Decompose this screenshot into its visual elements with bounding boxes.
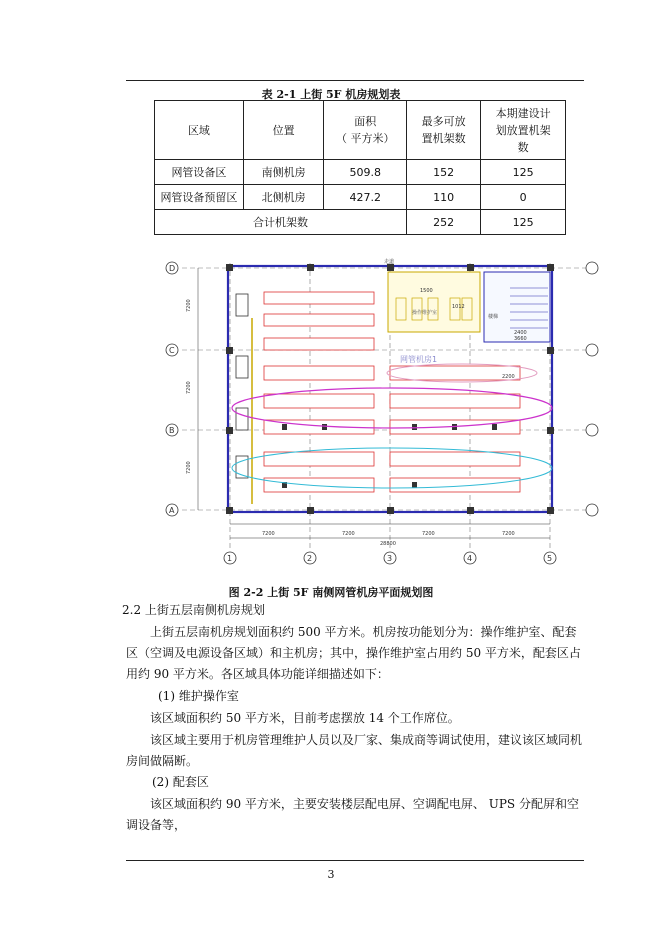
table-cell: 网管设备区 xyxy=(155,160,244,185)
table-total-row xyxy=(155,210,566,235)
total-label: 合计机架数 xyxy=(155,210,407,235)
span-dim: 7200 xyxy=(422,531,435,537)
list-item-title: (2) 配套区 xyxy=(152,775,209,789)
list-item-title: (1) 维护操作室 xyxy=(158,689,239,703)
row-dim: 7200 xyxy=(186,461,192,474)
table-row xyxy=(155,160,566,185)
span-dim: 7200 xyxy=(342,531,355,537)
header-planned-racks: 本期建设计 划放置机架 数 xyxy=(481,101,566,160)
table-cell: 0 xyxy=(481,185,566,210)
table-cell: 北侧机房 xyxy=(243,185,324,210)
total-max: 252 xyxy=(407,210,481,235)
dim-label: 1012 xyxy=(452,304,465,310)
table-header-row xyxy=(155,101,566,160)
table-cell: 110 xyxy=(407,185,481,210)
table-cell: 152 xyxy=(407,160,481,185)
axis-label-1: 1 xyxy=(227,554,233,563)
table-cell: 南侧机房 xyxy=(243,160,324,185)
table-caption: 表 2-1 上街 5F 机房规划表 xyxy=(261,88,401,101)
axis-label-2: 2 xyxy=(307,554,313,563)
section-heading: 2.2 上街五层南侧机房规划 xyxy=(122,603,265,617)
footer-rule xyxy=(126,860,584,861)
table-cell: 509.8 xyxy=(324,160,407,185)
axis-label-D: D xyxy=(169,264,176,273)
span-dim: 7200 xyxy=(262,531,275,537)
ops-room-label: 操作维护室 xyxy=(412,310,438,316)
dim-label: 1500 xyxy=(420,288,433,294)
dim-label: 2400 xyxy=(514,330,527,336)
corridor-label: 走道 xyxy=(384,259,395,265)
header-location: 位置 xyxy=(243,101,324,160)
axis-label-B: B xyxy=(169,426,175,435)
axis-label-A: A xyxy=(169,506,175,515)
header-max-racks: 最多可放 置机架数 xyxy=(407,101,481,160)
header-area: 区域 xyxy=(155,101,244,160)
header-rule xyxy=(126,80,584,81)
dim-label: 3660 xyxy=(514,336,527,342)
figure-caption: 图 2-2 上街 5F 南侧网管机房平面规划图 xyxy=(228,586,434,599)
total-planned: 125 xyxy=(481,210,566,235)
table-cell: 427.2 xyxy=(324,185,407,210)
body-paragraph: 该区域面积约 90 平方米，主要安装楼层配电屏、空调配电屏、 UPS 分配屏和空调设备等， xyxy=(126,797,579,832)
span-dim: 7200 xyxy=(502,531,515,537)
body-paragraph: 上街五层南机房规划面积约 500 平方米。机房按功能划分为：操作维护室、配套区（空调及电源设备区域）和主机房；其中，操作维护室占用约 50 平方米，配套区占用约 90 平方米。各区域具体功能详细描述如下： xyxy=(126,625,581,681)
total-dim: 28800 xyxy=(380,541,396,547)
header-size: 面积 （ 平方米） xyxy=(324,101,407,160)
stair-label: 楼梯 xyxy=(488,314,499,320)
row-dim: 7200 xyxy=(186,299,192,312)
floor-plan xyxy=(162,258,602,568)
table-cell: 网管设备预留区 xyxy=(155,185,244,210)
axis-label-5: 5 xyxy=(547,554,553,563)
room-plan-table xyxy=(154,100,566,235)
page-number: 3 xyxy=(327,868,335,881)
row-dim: 7200 xyxy=(186,381,192,394)
dim-label: 2200 xyxy=(502,374,515,380)
body-paragraph: 该区域面积约 50 平方米，目前考虑摆放 14 个工作席位。 xyxy=(150,711,460,725)
axis-label-C: C xyxy=(169,346,175,355)
axis-label-3: 3 xyxy=(387,554,393,563)
table-cell: 125 xyxy=(481,160,566,185)
axis-label-4: 4 xyxy=(467,554,473,563)
body-paragraph: 该区域主要用于机房管理维护人员以及厂家、集成商等调试使用，建议该区域同机房间做隔断。 xyxy=(126,733,583,768)
table-row xyxy=(155,185,566,210)
room-label: 网管机房1 xyxy=(400,355,438,364)
